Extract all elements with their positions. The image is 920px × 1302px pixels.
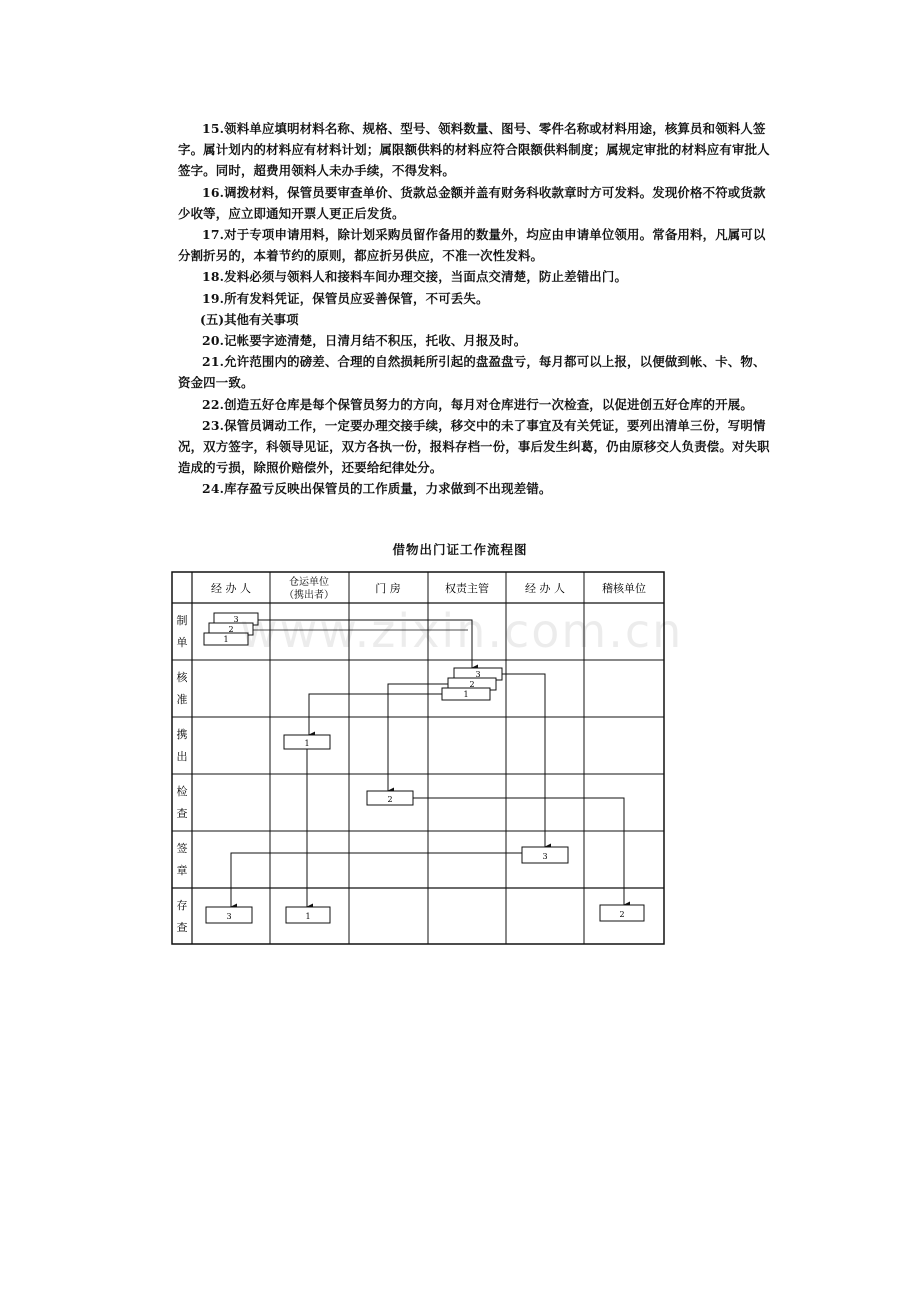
flow-arrow	[231, 853, 522, 907]
flowchart-title: 借物出门证工作流程图	[392, 542, 528, 557]
flowchart	[168, 570, 668, 952]
watermark: www.zixin.com.cn	[240, 604, 684, 658]
row-label: 检	[176, 785, 188, 798]
column-header: 经 办 人	[211, 582, 251, 595]
copy-label: 2	[228, 625, 234, 634]
row-label: 出	[176, 750, 188, 763]
copy-label: 2	[619, 910, 625, 919]
column-header: 门 房	[375, 582, 401, 595]
row-label: 查	[176, 921, 188, 934]
copy-label: 1	[223, 635, 229, 644]
column-header: 经 办 人	[525, 582, 565, 595]
copy-label: 1	[305, 912, 311, 921]
copy-label: 3	[226, 912, 232, 921]
row-label: 存	[176, 899, 188, 912]
document-body	[178, 118, 770, 500]
column-header: 仓运单位	[289, 577, 329, 588]
section-heading: (五)其他有关事项	[200, 311, 299, 327]
row-label: 章	[176, 864, 188, 877]
copy-label: 3	[475, 670, 481, 679]
row-label: 查	[176, 807, 188, 820]
flow-arrow	[388, 684, 448, 791]
copy-label: 3	[233, 615, 239, 624]
paragraph-21: 21.允许范围内的磅差、合理的自然损耗所引起的盘盈盘亏，每月都可以上报，以便做到帐、卡、物、资金四一致。	[178, 354, 766, 391]
paragraph-24: 24.库存盈亏反映出保管员的工作质量，力求做到不出现差错。	[202, 481, 552, 497]
paragraph-23: 23.保管员调动工作，一定要办理交接手续，移交中的未了事宜及有关凭证，要列出清单三份，写明情况，双方签字，科领导见证，双方各执一份，报料存档一份，事后发生纠葛，仍由原移交人负责偿。对失职造成的亏损，除照价赔偿外，还要给纪律处分。	[178, 417, 770, 476]
row-label: 制	[176, 614, 188, 627]
paragraph-18: 18.发料必须与领料人和接料车间办理交接，当面点交清楚，防止差错出门。	[202, 269, 628, 285]
column-header: （携出者）	[284, 590, 334, 601]
copy-label: 3	[542, 852, 548, 861]
paragraph-22: 22.创造五好仓库是每个保管员努力的方向，每月对仓库进行一次检查，以促进创五好仓库的开展。	[202, 396, 753, 412]
copy-label: 1	[304, 739, 310, 748]
paragraph-20: 20.记帐要字迹清楚，日清月结不积压，托收、月报及时。	[202, 333, 527, 349]
paragraph-15: 15.领料单应填明材料名称、规格、型号、领料数量、图号、零件名称或材料用途，核算员和领料人签字。属计划内的材料应有材料计划；属限额供料的材料应符合限额供料制度；属规定审批的材料应有审批人签字。同时，超费用领料人未办手续，不得发料。	[178, 121, 770, 179]
row-label: 单	[176, 636, 188, 649]
flow-arrow	[502, 674, 545, 847]
paragraph-19: 19.所有发料凭证，保管员应妥善保管，不可丢失。	[202, 290, 489, 306]
column-header: 权责主管	[445, 582, 489, 595]
row-label: 准	[176, 693, 188, 706]
paragraph-16: 16.调拨材料，保管员要审查单价、货款总金额并盖有财务科收款章时方可发料。发现价格不符或货款少收等，应立即通知开票人更正后发货。	[178, 184, 766, 221]
column-header: 稽核单位	[602, 582, 646, 595]
flow-arrow	[413, 798, 624, 905]
paragraph-17: 17.对于专项申请用料，除计划采购员留作备用的数量外，均应由申请单位领用。常备用料，凡属可以分割折另的，本着节约的原则，都应折另供应，不准一次性发料。	[178, 227, 766, 264]
flow-arrow	[309, 694, 442, 735]
row-label: 携	[176, 728, 188, 741]
copy-label: 1	[463, 690, 469, 699]
row-label: 签	[176, 842, 188, 855]
flow-arrow	[258, 620, 472, 668]
row-label: 核	[176, 671, 188, 684]
copy-label: 2	[469, 680, 475, 689]
copy-label: 2	[387, 795, 393, 804]
